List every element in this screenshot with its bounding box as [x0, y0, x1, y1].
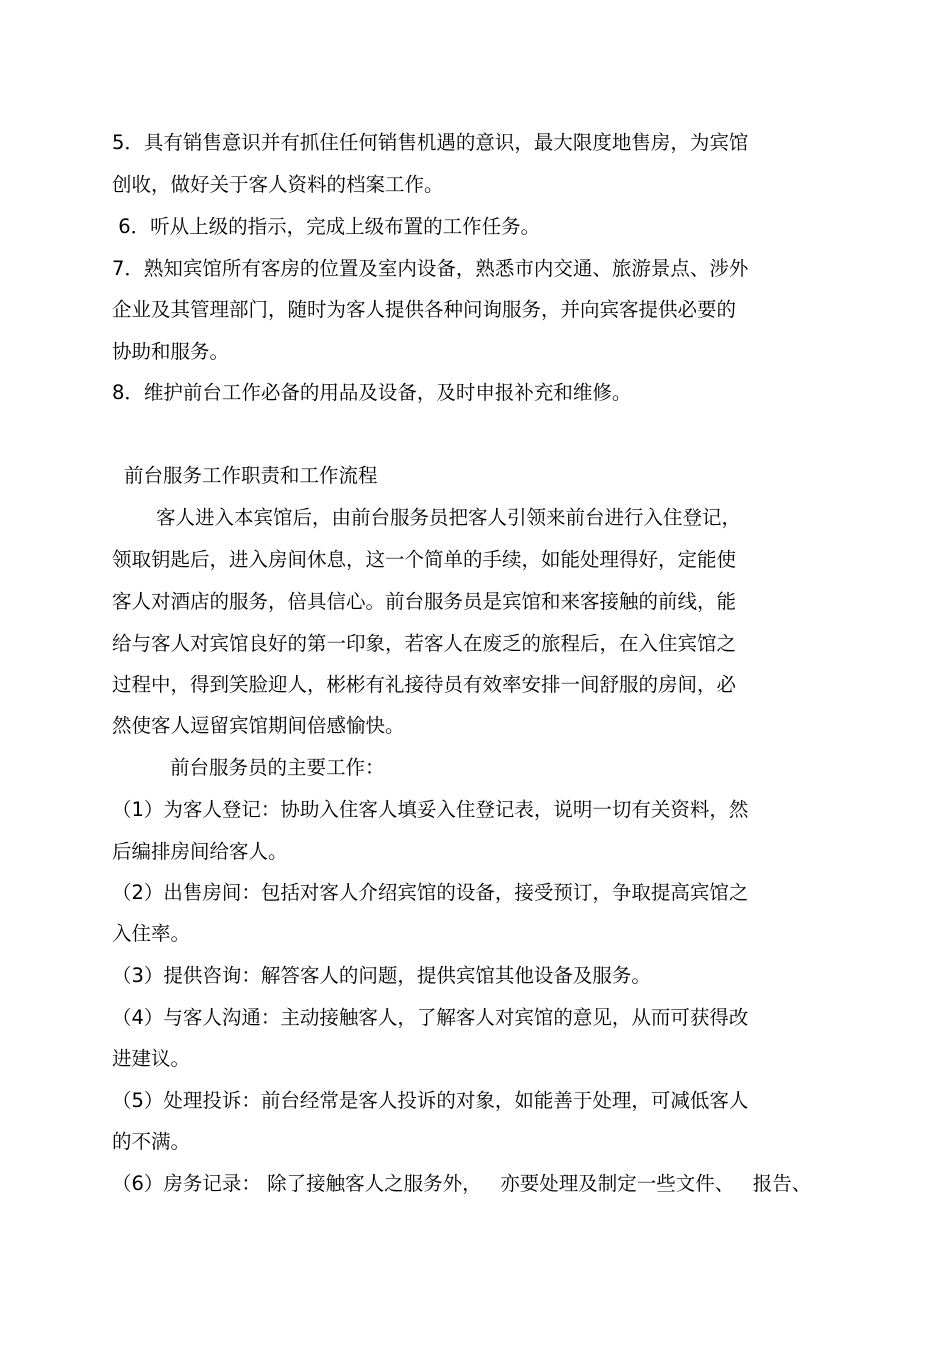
text-line-duty-5: 5．具有销售意识并有抓住任何销售机遇的意识，最大限度地售房，为宾馆	[112, 131, 749, 154]
paragraph-line-3: 客人对酒店的服务，倍具信心。前台服务员是宾馆和来客接触的前线，能	[112, 590, 737, 613]
subheading-main-work: 前台服务员的主要工作：	[170, 756, 385, 779]
text-line-duty-7: 7．熟知宾馆所有客房的位置及室内设备，熟悉市内交通、旅游景点、涉外	[112, 257, 749, 280]
paragraph-line-5: 过程中，得到笑脸迎人，彬彬有礼接待员有效率安排一间舒服的房间，必	[112, 673, 737, 696]
list-item-3: （3）提供咨询：解答客人的问题，提供宾馆其他设备及服务。	[112, 964, 651, 987]
section-heading: 前台服务工作职责和工作流程	[124, 464, 378, 487]
list-item-1-cont: 后编排房间给客人。	[112, 840, 288, 863]
list-item-6: （6）房务记录： 除了接触客人之服务外， 亦要处理及制定一些文件、 报告、	[112, 1172, 812, 1195]
list-item-2: （2）出售房间：包括对客人介绍宾馆的设备，接受预订，争取提高宾馆之	[112, 881, 749, 904]
text-line-duty-7-cont-2: 协助和服务。	[112, 340, 230, 363]
text-line-duty-5-cont: 创收，做好关于客人资料的档案工作。	[112, 173, 444, 196]
list-item-4: （4）与客人沟通：主动接触客人，了解客人对宾馆的意见，从而可获得改	[112, 1006, 749, 1029]
list-item-4-cont: 进建议。	[112, 1047, 191, 1070]
text-line-duty-6: 6．听从上级的指示，完成上级布置的工作任务。	[112, 215, 541, 238]
paragraph-line-2: 领取钥匙后，进入房间休息，这一个简单的手续，如能处理得好，定能使	[112, 548, 737, 571]
paragraph-line-4: 给与客人对宾馆良好的第一印象，若客人在废乏的旅程后，在入住宾馆之	[112, 632, 737, 655]
list-item-2-cont: 入住率。	[112, 922, 191, 945]
list-item-5-cont: 的不满。	[112, 1130, 191, 1153]
list-item-5: （5）处理投诉：前台经常是客人投诉的对象，如能善于处理，可减低客人	[112, 1089, 749, 1112]
text-line-duty-8: 8．维护前台工作必备的用品及设备，及时申报补充和维修。	[112, 381, 632, 404]
list-item-1: （1）为客人登记：协助入住客人填妥入住登记表，说明一切有关资料，然	[112, 798, 749, 821]
text-line-duty-7-cont-1: 企业及其管理部门，随时为客人提供各种问询服务，并向宾客提供必要的	[112, 298, 737, 321]
paragraph-line-6: 然使客人逗留宾馆期间倍感愉快。	[112, 714, 405, 737]
paragraph-line-1: 客人进入本宾馆后，由前台服务员把客人引领来前台进行入住登记，	[156, 506, 742, 529]
